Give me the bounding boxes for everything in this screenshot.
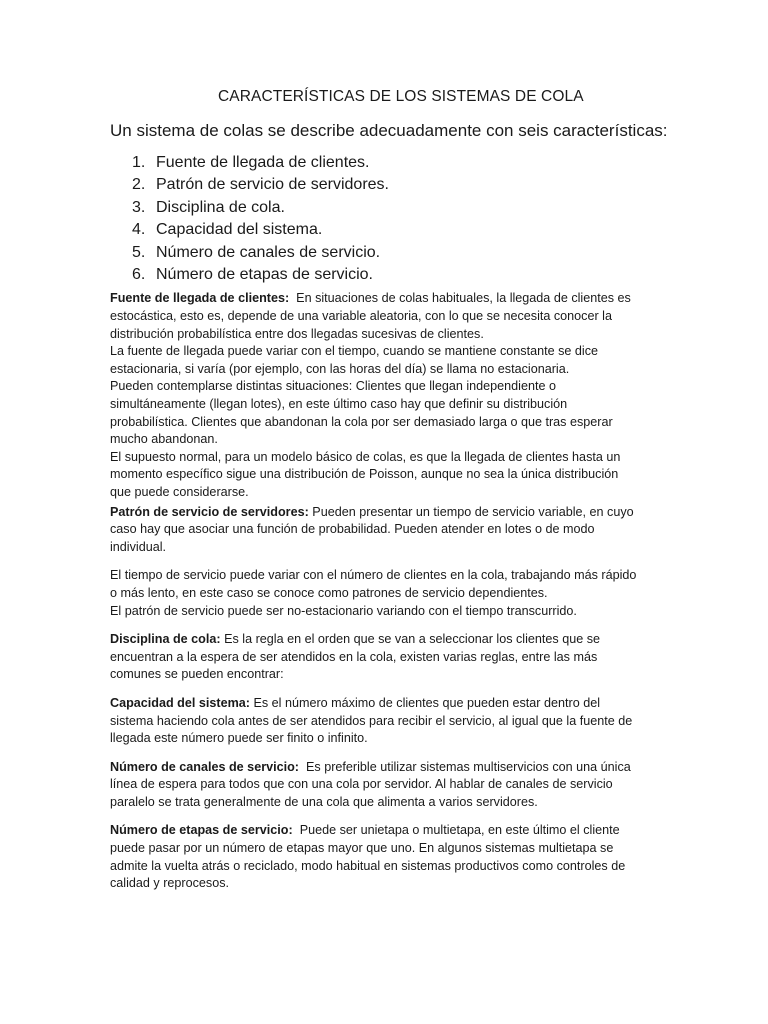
list-item-number: 2. xyxy=(132,176,146,194)
section-heading: Patrón de servicio de servidores: xyxy=(110,504,309,519)
section-heading: Número de canales de servicio: xyxy=(110,759,299,774)
section-heading: Capacidad del sistema: xyxy=(110,695,250,710)
section-heading: Número de etapas de servicio: xyxy=(110,823,293,838)
section-paragraph: El tiempo de servicio puede variar con el número de clientes en la cola, trabajando más rápido o más lento, en este caso se conoce como patrones de servicio dependientes. xyxy=(110,568,637,600)
list-item xyxy=(132,152,640,174)
section-system-capacity xyxy=(110,695,640,748)
list-item xyxy=(132,174,640,196)
section-paragraph: Pueden contemplarse distintas situaciones: Clientes que llegan independiente o simultáneamente (llegan lotes), en este último caso hay que definir su distribución probabilística. Clientes que abandonan la cola por ser demasiado larga o que tras esperar mucho abandonan. xyxy=(110,379,613,447)
list-item xyxy=(132,197,640,219)
section-paragraph xyxy=(110,290,640,343)
section-service-pattern xyxy=(110,504,640,557)
section-text: En situaciones de colas habituales, la llegada de clientes es estocástica, esto es, depende de una variable aleatoria, con lo que se necesita conocer la distribución probabilística entre dos llegadas sucesivas de clientes. xyxy=(110,291,631,341)
section-text: Es la regla en el orden que se van a seleccionar los clientes que se encuentran a la espera de ser atendidos en la cola, existen varias reglas, entre las más comunes se pueden encontrar: xyxy=(110,632,601,682)
section-text: Pueden presentar un tiempo de servicio variable, en cuyo caso hay que asociar una función de probabilidad. Pueden atender en lotes o de modo individual. xyxy=(110,504,634,554)
section-heading: Fuente de llegada de clientes: xyxy=(110,291,290,306)
section-text: Puede ser unietapa o multietapa, en este último el cliente puede pasar por un número de etapas mayor que uno. En algunos sistemas multietapa se admite la vuelta atrás o reciclado, modo habitual en sistemas productivos como controles de calidad y reprocesos. xyxy=(110,823,626,891)
list-item-text: Capacidad del sistema. xyxy=(156,221,323,239)
list-item xyxy=(132,219,640,241)
list-item-number: 4. xyxy=(132,221,146,239)
section-paragraph: El supuesto normal, para un modelo básico de colas, es que la llegada de clientes hasta un momento específico sigue una distribución de Poisson, aunque no sea la única distribución que puede considerarse. xyxy=(110,449,621,499)
list-item-number: 3. xyxy=(132,198,146,216)
intro-sentence: Un sistema de colas se describe adecuadamente con seis características: xyxy=(110,121,668,140)
list-item-text: Número de etapas de servicio. xyxy=(156,266,373,284)
list-item-text: Número de canales de servicio. xyxy=(156,243,381,261)
list-item-text: Disciplina de cola. xyxy=(156,198,285,216)
list-item-number: 5. xyxy=(132,243,146,261)
list-item-text: Patrón de servicio de servidores. xyxy=(156,176,389,194)
list-item-text: Fuente de llegada de clientes. xyxy=(156,154,370,171)
section-paragraph xyxy=(110,822,640,892)
list-item-number: 6. xyxy=(132,266,146,284)
section-queue-discipline xyxy=(110,631,640,684)
section-service-channels xyxy=(110,759,640,812)
section-paragraph xyxy=(110,631,640,684)
section-paragraph xyxy=(110,504,640,557)
section-text: Es el número máximo de clientes que pueden estar dentro del sistema haciendo cola antes de ser atendidos para recibir el servicio, al igual que la fuente de llegada este número puede ser finito o infinito. xyxy=(110,695,633,746)
document-title: CARACTERÍSTICAS DE LOS SISTEMAS DE COLA xyxy=(218,88,584,105)
section-text: Es preferible utilizar sistemas multiservicios con una única línea de espera para todos que con una cola por servidor. Al hablar de canales de servicio paralelo se trata generalmente de una cola que alimenta a varios servidores. xyxy=(110,759,631,809)
list-item xyxy=(132,242,640,264)
list-item-number: 1. xyxy=(132,154,146,171)
section-paragraph: La fuente de llegada puede variar con el tiempo, cuando se mantiene constante se dice estacionaria, si varía (por ejemplo, con las horas del día) se llama no estacionaria. xyxy=(110,344,598,376)
section-service-time xyxy=(110,567,640,620)
list-item xyxy=(132,264,640,286)
section-service-stages xyxy=(110,822,640,892)
characteristics-list xyxy=(110,152,640,286)
section-paragraph xyxy=(110,695,640,748)
section-paragraph: El patrón de servicio puede ser no-estacionario variando con el tiempo transcurrido. xyxy=(110,603,577,618)
document-body xyxy=(110,86,668,904)
section-heading: Disciplina de cola: xyxy=(110,632,221,647)
section-paragraph xyxy=(110,759,640,812)
section-arrival-source xyxy=(110,290,640,501)
